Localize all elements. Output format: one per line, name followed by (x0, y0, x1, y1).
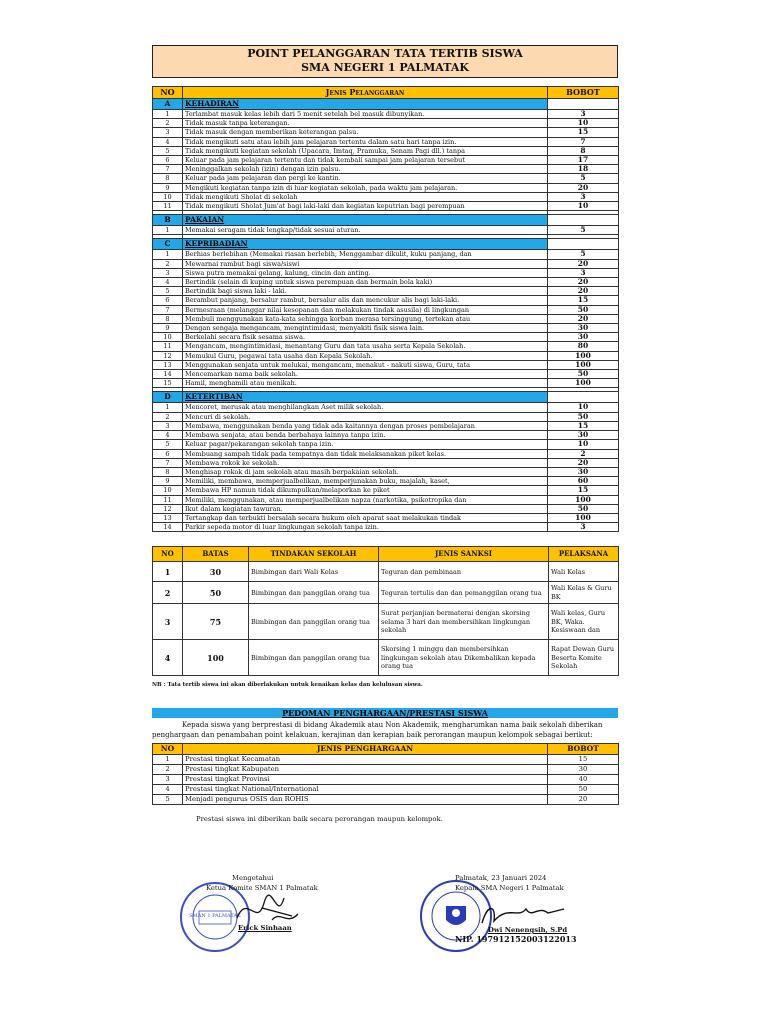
sanction-header-batas: BATAS (183, 547, 249, 562)
violation-description: Berkelahi secara fisik sesama siswa. (183, 333, 548, 342)
violation-description: Memakai seragam tidak lengkap/tidak sesuai aturan. (183, 226, 548, 235)
award-no: 2 (153, 765, 183, 775)
sanction-tindakan: Bimbingan dan panggilan orang tua (249, 604, 379, 640)
award-description: Prestasi tingkat Provinsi (183, 775, 548, 785)
violation-weight: 100 (548, 513, 619, 522)
category-name: KEHADIRAN (183, 99, 548, 110)
violation-no: 10 (153, 192, 183, 201)
sanction-tindakan: Bimbingan dan panggilan orang tua (249, 582, 379, 604)
violation-no: 13 (153, 513, 183, 522)
violation-row (153, 440, 619, 449)
violation-row (153, 495, 619, 504)
principal-name: Dwi Nenengsih, S.Pd (488, 926, 568, 934)
violation-no: 7 (153, 305, 183, 314)
violation-no: 10 (153, 486, 183, 495)
title-line-2: SMA NEGERI 1 PALMATAK (301, 61, 469, 74)
violation-weight: 20 (548, 183, 619, 192)
violation-weight: 20 (548, 458, 619, 467)
violation-weight: 10 (548, 119, 619, 128)
violation-description: Tidak mengikuti satu atau lebih jam pelajaran tertentu dalam satu hari tanpa izin. (183, 137, 548, 146)
violation-no: 4 (153, 137, 183, 146)
violation-no: 1 (153, 403, 183, 412)
violation-weight: 5 (548, 226, 619, 235)
violation-no: 8 (153, 467, 183, 476)
violation-description: Keluar pada jam pelajaran dan pergi ke kantin. (183, 174, 548, 183)
category-row (153, 239, 619, 250)
violation-description: Siswa putra memakai gelang, kalung, cincin dan anting. (183, 268, 548, 277)
sanction-batas: 50 (183, 582, 249, 604)
violation-row (153, 504, 619, 513)
violation-no: 14 (153, 523, 183, 532)
sanction-header-tindakan: TINDAKAN SEKOLAH (249, 547, 379, 562)
violation-weight: 60 (548, 477, 619, 486)
violation-table (152, 86, 619, 532)
violation-row (153, 324, 619, 333)
left-signature-label-2: Ketua Komite SMAN 1 Palmatak (206, 884, 318, 892)
violation-description: Bermesraan (melanggar nilai kesopanan dan melakukan tindak asusila) di lingkungan (183, 305, 548, 314)
violation-weight: 10 (548, 440, 619, 449)
violation-weight: 15 (548, 486, 619, 495)
violation-weight: 30 (548, 324, 619, 333)
sanction-jenis: Teguran tertulis dan dan pemanggilan orang tua (379, 582, 549, 604)
sanction-row (153, 562, 619, 582)
right-signature-label: Kepala SMA Negeri 1 Palmatak (455, 884, 564, 892)
violation-no: 2 (153, 412, 183, 421)
award-table-body (153, 755, 619, 805)
violation-weight: 8 (548, 146, 619, 155)
violation-weight: 50 (548, 412, 619, 421)
category-code: A (153, 99, 183, 110)
violation-weight: 50 (548, 370, 619, 379)
violation-weight: 10 (548, 403, 619, 412)
award-weight: 15 (548, 755, 619, 765)
violation-description: Membawa, menggunakan benda yang tidak ada kaitannya dengan proses pembelajaran (183, 421, 548, 430)
violation-weight: 20 (548, 259, 619, 268)
sanction-jenis: Teguran dan pembinaan (379, 562, 549, 582)
violation-no: 1 (153, 250, 183, 259)
violation-description: Keluar pagar/pekarangan sekolah tanpa izin. (183, 440, 548, 449)
violation-weight: 3 (548, 523, 619, 532)
violation-description: Meninggalkan sekolah (izin) dengan izin palsu. (183, 165, 548, 174)
violation-no: 1 (153, 226, 183, 235)
violation-description: Mencoret, merusak atau menghilangkan Aset milik sekolah. (183, 403, 548, 412)
violation-no: 10 (153, 333, 183, 342)
violation-weight: 30 (548, 333, 619, 342)
violation-weight: 18 (548, 165, 619, 174)
sanction-no: 1 (153, 562, 183, 582)
violation-weight: 17 (548, 156, 619, 165)
sanction-table (152, 546, 619, 676)
violation-row (153, 174, 619, 183)
left-signature-name: Erick Sinhaan (238, 924, 292, 932)
violation-no: 13 (153, 360, 183, 369)
violation-weight: 80 (548, 342, 619, 351)
category-bobot-blank (548, 239, 619, 250)
category-name: PAKAIAN (183, 215, 548, 226)
violation-row (153, 477, 619, 486)
violation-row (153, 403, 619, 412)
sanction-header-pelaksana: PELAKSANA (549, 547, 619, 562)
violation-description: Ikut dalam kegiatan tawuran. (183, 504, 548, 513)
violation-no: 12 (153, 504, 183, 513)
violation-weight: 100 (548, 495, 619, 504)
award-row (153, 765, 619, 775)
violation-no: 14 (153, 370, 183, 379)
violation-row (153, 523, 619, 532)
violation-description: Memiliki, membawa, memperjualbelikan, memperjunakan buku, majalah, kaset, (183, 477, 548, 486)
sanction-no: 2 (153, 582, 183, 604)
violation-row (153, 333, 619, 342)
violation-weight: 15 (548, 296, 619, 305)
violation-no: 12 (153, 351, 183, 360)
violation-row (153, 119, 619, 128)
violation-weight: 7 (548, 137, 619, 146)
sanction-tindakan: Bimbingan dan panggilan orang tua (249, 640, 379, 676)
sanction-no: 4 (153, 640, 183, 676)
sanction-jenis: Surat perjanjian bermaterai dengan skorsing selama 3 hari dan membersihkan lingkungan sekolah (379, 604, 549, 640)
award-no: 5 (153, 795, 183, 805)
award-row (153, 795, 619, 805)
category-row (153, 392, 619, 403)
award-table (152, 743, 619, 805)
violation-row (153, 296, 619, 305)
violation-weight: 100 (548, 360, 619, 369)
violation-row (153, 467, 619, 476)
category-row (153, 99, 619, 110)
award-header-jenis: JENIS PENGHARGAAN (183, 744, 548, 755)
violation-table-body (153, 99, 619, 532)
violation-description: Membuli menggunakan kata-kata sehingga korban merasa tersinggung, tertekan atau (183, 314, 548, 323)
violation-no: 3 (153, 421, 183, 430)
category-code: D (153, 392, 183, 403)
violation-row (153, 458, 619, 467)
award-row (153, 775, 619, 785)
violation-weight: 20 (548, 287, 619, 296)
violation-no: 6 (153, 296, 183, 305)
violation-row (153, 513, 619, 522)
violation-description: Tidak masuk dengan memberikan keterangan palsu. (183, 128, 548, 137)
sanction-row (153, 640, 619, 676)
violation-description: Tidak mengikuti Sholat di sekolah (183, 192, 548, 201)
award-row (153, 785, 619, 795)
title-line-1: POINT PELANGGARAN TATA TERTIB SISWA (247, 47, 523, 60)
violation-weight: 10 (548, 202, 619, 211)
sanction-row (153, 582, 619, 604)
violation-no: 5 (153, 287, 183, 296)
violation-description: Mewarnai rambut bagi siswa/siswi (183, 259, 548, 268)
violation-weight: 20 (548, 314, 619, 323)
violation-weight: 3 (548, 192, 619, 201)
violation-row (153, 259, 619, 268)
violation-no: 6 (153, 156, 183, 165)
violation-row (153, 314, 619, 323)
sanction-header-sanksi: JENIS SANKSI (379, 547, 549, 562)
violation-no: 11 (153, 342, 183, 351)
category-code: B (153, 215, 183, 226)
violation-row (153, 360, 619, 369)
violation-row (153, 379, 619, 388)
award-description: Prestasi tingkat Kabupaten (183, 765, 548, 775)
violation-weight: 100 (548, 351, 619, 360)
violation-no: 7 (153, 458, 183, 467)
nb-note: NB : Tata tertib siswa ini akan diberlakukan untuk kenaikan kelas dan kelulusan siswa. (152, 682, 423, 689)
award-description: Prestasi tingkat Kecamatan (183, 755, 548, 765)
violation-description: Keluar pada jam pelajaran tertentu dan tidak kembali sampai jam pelajaran tersebut (183, 156, 548, 165)
sanction-no: 3 (153, 604, 183, 640)
violation-no: 4 (153, 278, 183, 287)
award-note: Prestasi siswa ini diberikan baik secara perorangan maupun kelompok. (196, 815, 443, 824)
violation-description: Terlambat masuk kelas lebih dari 5 menit setelah bel masuk dibunyikan. (183, 110, 548, 119)
sanction-header-no: NO (153, 547, 183, 562)
award-description: Menjadi pengurus OSIS dan ROHIS (183, 795, 548, 805)
award-section-title: PEDOMAN PENGHARGAAN/PRESTASI SISWA (152, 708, 618, 718)
violation-weight: 50 (548, 305, 619, 314)
violation-row (153, 165, 619, 174)
category-code: C (153, 239, 183, 250)
violation-row (153, 268, 619, 277)
award-weight: 30 (548, 765, 619, 775)
violation-description: Tertangkap dan terbukti bersalah secara hukum oleh aparat saat melakukan tindak (183, 513, 548, 522)
violation-no: 11 (153, 202, 183, 211)
sanction-batas: 100 (183, 640, 249, 676)
award-intro: Kepada siswa yang berprestasi di bidang Akademik atau Non Akademik, mengharumkan nama baik sekolah diberikan penghargaan dan penambahan point kelakuan, kerajinan dan kerapian baik perorangan maupun kelompok sebagai berikut: (152, 721, 603, 739)
violation-description: Menghisap rokok di jam sekolah atau masih berpakaian sekolah. (183, 467, 548, 476)
violation-description: Tidak mengikuti Sholat Jum'at bagi laki-laki dan kegiatan keputrian bagi perempuan (183, 202, 548, 211)
violation-row (153, 287, 619, 296)
sanction-batas: 30 (183, 562, 249, 582)
award-row (153, 755, 619, 765)
violation-weight: 2 (548, 449, 619, 458)
violation-weight: 3 (548, 268, 619, 277)
sanction-row (153, 604, 619, 640)
category-row (153, 215, 619, 226)
violation-row (153, 156, 619, 165)
violation-description: Berhias berlebihan (Memakai riasan berlebih, Menggambar dikulit, kuku panjang, dan (183, 250, 548, 259)
violation-no: 3 (153, 128, 183, 137)
violation-row (153, 342, 619, 351)
violation-description: Menggunakan senjata untuk melukai, mengancam, menakut - nakuti siswa, Guru, tata (183, 360, 548, 369)
violation-description: Parkir sepeda motor di luar lingkungan sekolah tanpa izin. (183, 523, 548, 532)
violation-description: Memiliki, menggunakan, atau memperjualbelikan napza (narkotika, psikotropika dan (183, 495, 548, 504)
header-no: NO (153, 87, 183, 99)
award-weight: 40 (548, 775, 619, 785)
committee-stamp-text: SMAN 1 PALMATAK (189, 913, 241, 919)
violation-no: 8 (153, 314, 183, 323)
sanction-tindakan: Bimbingan dari Wali Kelas (249, 562, 379, 582)
header-bobot: BOBOT (548, 87, 619, 99)
violation-row (153, 137, 619, 146)
violation-description: Mengikuti kegiatan tanpa izin di luar kegiatan sekolah, pada waktu jam pelajaran. (183, 183, 548, 192)
violation-description: Membawa HP namun tidak dikumpulkan/melaporkan ke piket (183, 486, 548, 495)
violation-weight: 30 (548, 467, 619, 476)
violation-row (153, 110, 619, 119)
award-description: Prestasi tingkat National/International (183, 785, 548, 795)
header-jenis: Jenis Pelanggaran (183, 87, 548, 99)
violation-row (153, 421, 619, 430)
violation-weight: 15 (548, 421, 619, 430)
document (152, 45, 618, 823)
violation-weight: 20 (548, 278, 619, 287)
violation-description: Membawa senjata, atau benda berbahaya lainnya tanpa izin. (183, 431, 548, 440)
violation-row (153, 146, 619, 155)
violation-row (153, 412, 619, 421)
left-signature-label-1: Mengetahui (232, 874, 274, 882)
violation-row (153, 486, 619, 495)
award-weight: 50 (548, 785, 619, 795)
violation-description: Bertindik (selain di kuping untuk siswa perempuan dan bermain bola kaki) (183, 278, 548, 287)
sanction-pelaksana: Wali Kelas & Guru BK (549, 582, 619, 604)
sanction-pelaksana: Wali kelas, Guru BK, Waka. Kesiswaan dan (549, 604, 619, 640)
violation-row (153, 202, 619, 211)
violation-row (153, 250, 619, 259)
sanction-pelaksana: Wali Kelas (549, 562, 619, 582)
violation-row (153, 449, 619, 458)
category-bobot-blank (548, 392, 619, 403)
award-header-no: NO (153, 744, 183, 755)
violation-no: 6 (153, 449, 183, 458)
violation-description: Memukul Guru, pegawai tata usaha dan Kepala Sekolah. (183, 351, 548, 360)
sanction-batas: 75 (183, 604, 249, 640)
violation-no: 2 (153, 119, 183, 128)
award-no: 3 (153, 775, 183, 785)
principal-nip: NIP. 197912152003122013 (455, 934, 577, 944)
violation-row (153, 370, 619, 379)
violation-weight: 5 (548, 174, 619, 183)
violation-weight: 3 (548, 110, 619, 119)
violation-no: 2 (153, 259, 183, 268)
violation-description: Tidak masuk tanpa keterangan. (183, 119, 548, 128)
violation-weight: 5 (548, 250, 619, 259)
award-weight: 20 (548, 795, 619, 805)
violation-weight: 100 (548, 379, 619, 388)
violation-weight: 30 (548, 431, 619, 440)
violation-description: Mencuri di sekolah. (183, 412, 548, 421)
violation-row (153, 226, 619, 235)
violation-row (153, 305, 619, 314)
category-bobot-blank (548, 215, 619, 226)
category-name: KEPRIBADIAN (183, 239, 548, 250)
violation-no: 9 (153, 477, 183, 486)
violation-description: Mengancam, mengintimidasi, menantang Guru dan tata usaha serta Kepala Sekolah. (183, 342, 548, 351)
violation-description: Membuang sampah tidak pada tempatnya dan tidak melaksanakan piket kelas. (183, 449, 548, 458)
violation-description: Tidak mengikuti kegiatan sekolah (Upacara, Imtaq, Pramuka, Senam Pagi dll.) tanpa (183, 146, 548, 155)
violation-row (153, 183, 619, 192)
category-bobot-blank (548, 99, 619, 110)
violation-row (153, 351, 619, 360)
violation-no: 3 (153, 268, 183, 277)
sanction-jenis: Skorsing 1 minggu dan membersihkan lingkungan sekolah atau Dikembalikan kepada orang tua (379, 640, 549, 676)
award-no: 1 (153, 755, 183, 765)
violation-no: 1 (153, 110, 183, 119)
category-name: KETERTIBAN (183, 392, 548, 403)
violation-no: 7 (153, 165, 183, 174)
violation-description: Dengan sengaja mengancam, mengintimidasi, menyakiti fisik siswa lain. (183, 324, 548, 333)
violation-no: 4 (153, 431, 183, 440)
violation-description: Mencemarkan nama baik sekolah. (183, 370, 548, 379)
violation-weight: 15 (548, 128, 619, 137)
violation-description: Hamil, menghamili atau menikah. (183, 379, 548, 388)
document-title (152, 45, 618, 78)
violation-row (153, 431, 619, 440)
sanction-pelaksana: Rapat Dewan Guru Beserta Komite Sekolah (549, 640, 619, 676)
award-no: 4 (153, 785, 183, 795)
violation-weight: 50 (548, 504, 619, 513)
violation-no: 11 (153, 495, 183, 504)
signature-date: Palmatak, 23 Januari 2024 (455, 874, 547, 882)
violation-row (153, 128, 619, 137)
violation-row (153, 192, 619, 201)
violation-no: 9 (153, 324, 183, 333)
violation-description: Berambut panjang, bersalur rambut, bersalur alis dan mencukur alis bagi laki-laki. (183, 296, 548, 305)
violation-description: Membawa rokok ke sekolah. (183, 458, 548, 467)
violation-row (153, 278, 619, 287)
violation-no: 8 (153, 174, 183, 183)
violation-description: Bertindik bagi siswa laki - laki. (183, 287, 548, 296)
violation-no: 5 (153, 440, 183, 449)
sanction-table-body (153, 562, 619, 676)
violation-no: 5 (153, 146, 183, 155)
award-header-bobot: BOBOT (548, 744, 619, 755)
violation-no: 9 (153, 183, 183, 192)
violation-no: 15 (153, 379, 183, 388)
